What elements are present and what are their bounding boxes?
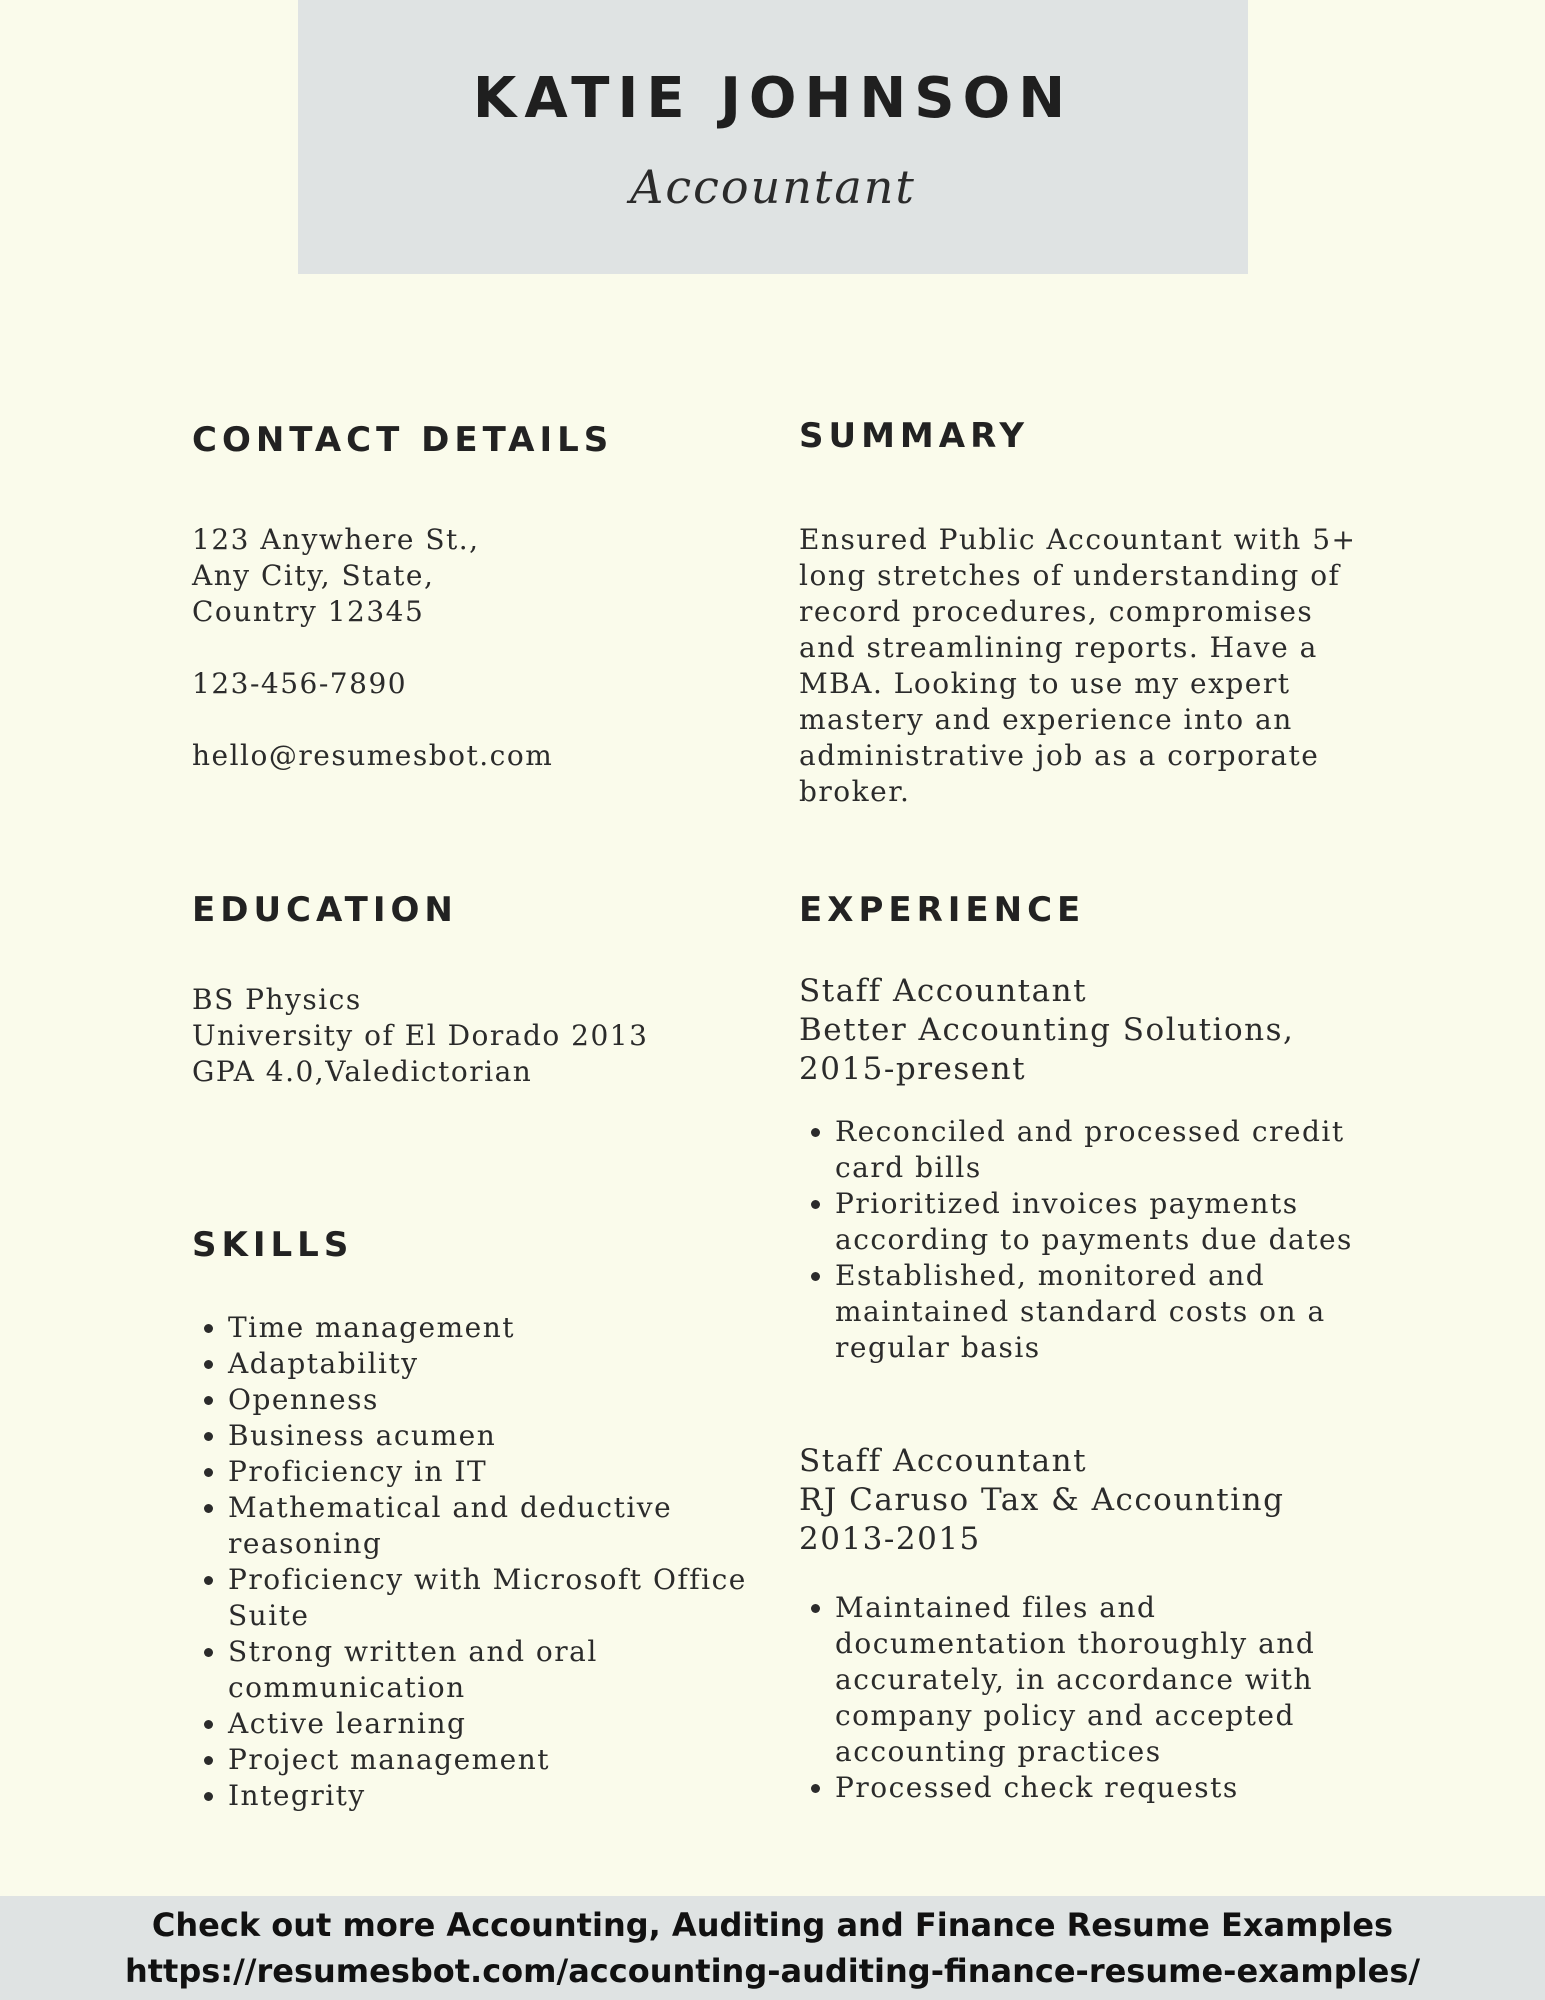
job-1-bullet: • Prioritized invoices payments according to payments due dates	[835, 1186, 1395, 1258]
job-1-role: Staff Accountant	[799, 973, 1088, 1009]
skills-heading: SKILLS	[192, 1225, 354, 1265]
footer-cta-text: Check out more Accounting, Auditing and Finance Resume Examples	[151, 1906, 1394, 1944]
contact-details	[192, 522, 732, 774]
job-2-company: RJ Caruso Tax & Accounting	[799, 1482, 1285, 1518]
job-2-dates: 2013-2015	[799, 1521, 981, 1557]
experience-heading: EXPERIENCE	[799, 890, 1086, 930]
education-heading: EDUCATION	[192, 890, 458, 930]
skill-item: • Strong written and oral communication	[228, 1634, 788, 1706]
job-1-bullets	[799, 1114, 1395, 1366]
skill-item: • Proficiency in IT	[228, 1454, 788, 1490]
job-1-dates: 2015-present	[799, 1051, 1027, 1087]
job-2-bullet: • Processed check requests	[835, 1770, 1395, 1806]
job-1-bullet: • Reconciled and processed credit card bills	[835, 1114, 1395, 1186]
email-address: hello@resumesbot.com	[192, 739, 554, 772]
skill-item: • Mathematical and deductive reasoning	[228, 1490, 788, 1562]
footer-link[interactable]: https://resumesbot.com/accounting-auditing-finance-resume-examples/	[124, 1952, 1421, 1990]
skills-list	[192, 1310, 788, 1814]
address-line-1: 123 Anywhere St.,	[192, 523, 480, 556]
skill-item: • Active learning	[228, 1706, 788, 1742]
summary-text	[799, 522, 1359, 810]
education-honors: GPA 4.0,Valedictorian	[192, 1055, 533, 1088]
contact-heading: CONTACT DETAILS	[192, 420, 614, 460]
job-2-role: Staff Accountant	[799, 1443, 1088, 1479]
job-2-bullet: • Maintained files and documentation thoroughly and accurately, in accordance with company policy and accepted accounting practices	[835, 1590, 1395, 1770]
skill-item: • Openness	[228, 1382, 788, 1418]
address-line-2: Any City, State,	[192, 559, 435, 592]
job-1-bullet: • Established, monitored and maintained standard costs on a regular basis	[835, 1258, 1395, 1366]
education-degree: BS Physics	[192, 983, 362, 1016]
skill-item: • Project management	[228, 1742, 788, 1778]
footer-banner	[0, 1896, 1545, 2000]
skill-item: • Adaptability	[228, 1346, 788, 1382]
header-banner	[298, 0, 1248, 274]
address-line-3: Country 12345	[192, 595, 425, 628]
education-details	[192, 982, 752, 1090]
candidate-title: Accountant	[630, 160, 916, 214]
phone-number: 123-456-7890	[192, 667, 408, 700]
education-school: University of El Dorado 2013	[192, 1019, 649, 1052]
skill-item: • Integrity	[228, 1778, 788, 1814]
skill-item: • Proficiency with Microsoft Office Suite	[228, 1562, 788, 1634]
summary-heading: SUMMARY	[799, 416, 1030, 456]
candidate-name: KATIE JOHNSON	[472, 66, 1074, 131]
summary-paragraph: Ensured Public Accountant with 5+ long stretches of understanding of record procedures, compromises and streamlining reports. Have a MBA. Looking to use my expert mastery and experience into an administrative job as a corporate broker.	[799, 523, 1357, 808]
job-1-company: Better Accounting Solutions,	[799, 1012, 1295, 1048]
skill-item: • Time management	[228, 1310, 788, 1346]
skill-item: • Business acumen	[228, 1418, 788, 1454]
job-1-header	[799, 972, 1379, 1089]
job-2-header	[799, 1442, 1379, 1559]
job-2-bullets	[799, 1590, 1395, 1806]
